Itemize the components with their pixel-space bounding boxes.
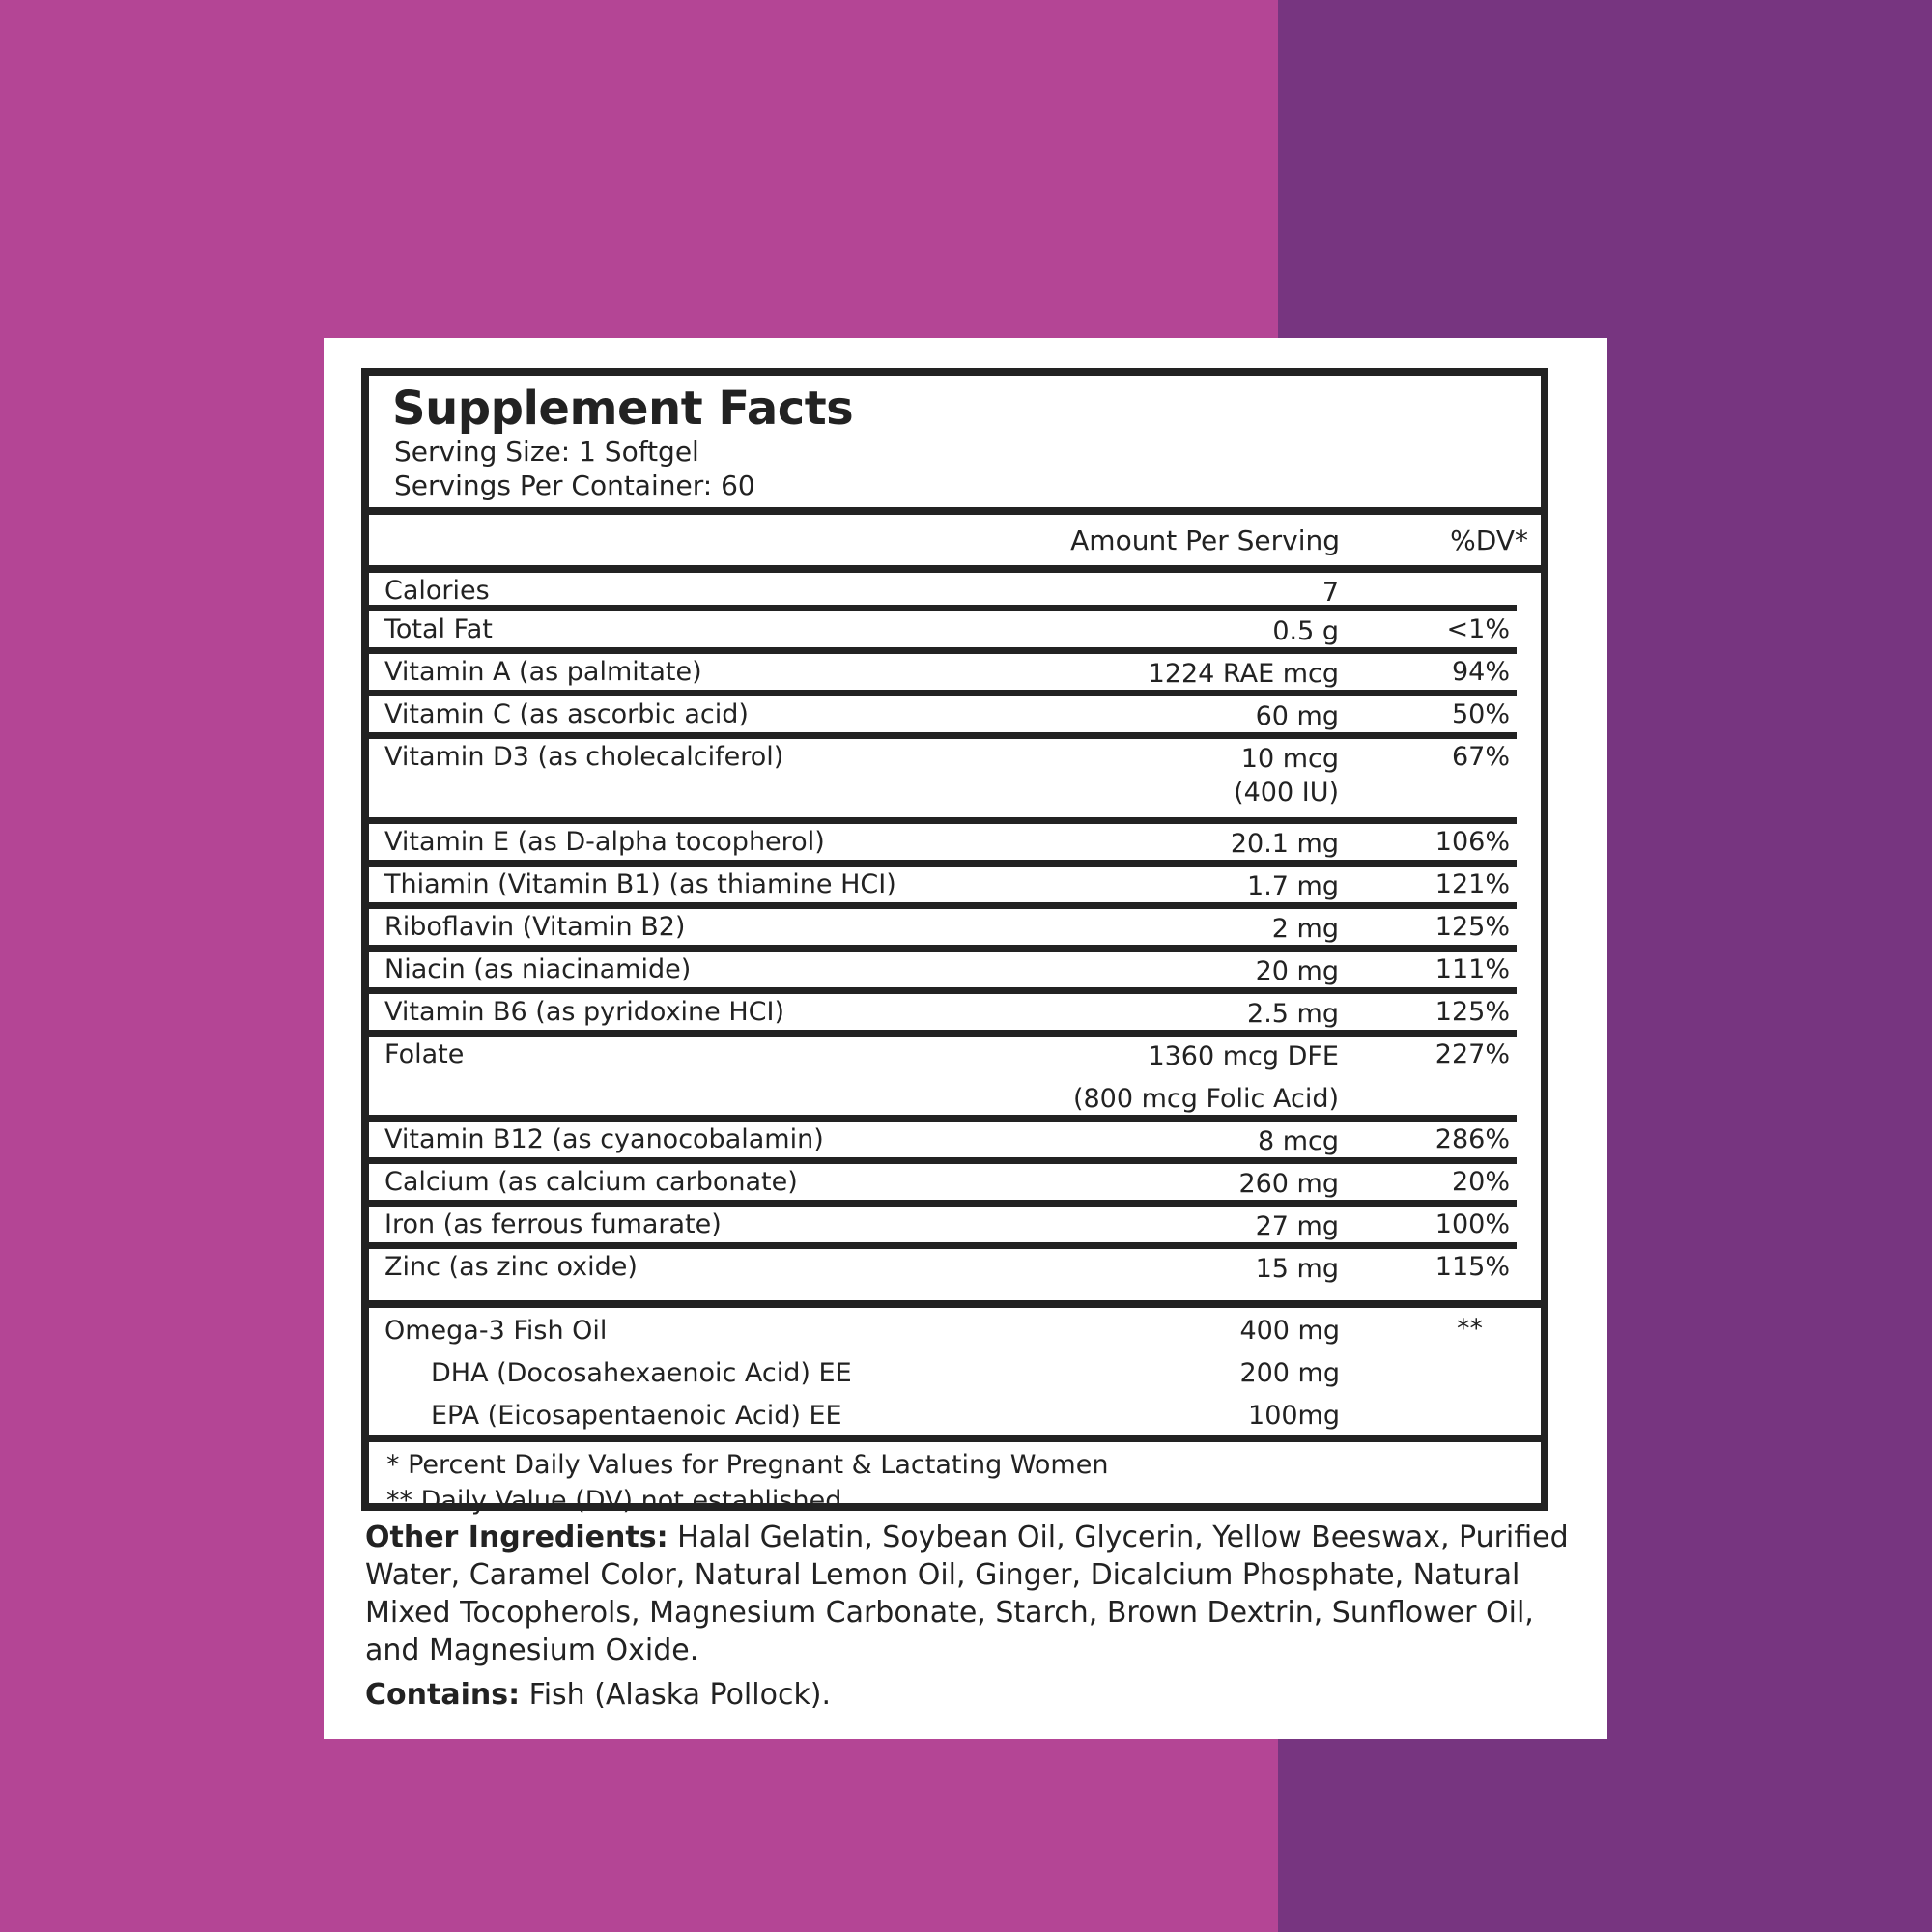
nutrient-name: Thiamin (Vitamin B1) (as thiamine HCI) — [384, 869, 896, 899]
nutrient-row — [369, 867, 1517, 909]
nutrient-amount-line: 2.5 mg — [1247, 999, 1339, 1029]
nutrient-row — [369, 1037, 1517, 1122]
serving-size: Serving Size: 1 Softgel — [394, 436, 699, 468]
nutrient-row — [369, 654, 1517, 696]
nutrient-daily-value: 286% — [1435, 1124, 1510, 1154]
nutrient-amount — [1234, 742, 1339, 810]
nutrient-amount-line: 15 mg — [1255, 1254, 1339, 1284]
allergen-contains — [365, 1678, 831, 1712]
nutrient-amount-line: 60 mg — [1255, 701, 1339, 731]
nutrient-daily-value: 227% — [1435, 1039, 1510, 1069]
nutrient-amount-line: 1.7 mg — [1247, 871, 1339, 901]
nutrient-row — [369, 1249, 1517, 1292]
nutrient-name: Vitamin C (as ascorbic acid) — [384, 699, 749, 729]
nutrient-row — [369, 909, 1517, 952]
nutrient-name: Zinc (as zinc oxide) — [384, 1252, 638, 1282]
nutrient-daily-value: 100% — [1435, 1209, 1510, 1239]
supplement-label-card — [324, 338, 1607, 1739]
nutrient-name: Vitamin E (as D-alpha tocopherol) — [384, 827, 825, 857]
nutrient-amount — [1231, 827, 1339, 861]
nutrient-row — [369, 994, 1517, 1037]
dha-name: DHA (Docosahexaenoic Acid) EE — [431, 1358, 852, 1388]
nutrient-amount-line: 8 mcg — [1257, 1126, 1339, 1156]
nutrient-amount — [1247, 869, 1339, 903]
nutrient-amount-line: 7 — [1321, 578, 1339, 608]
nutrient-amount — [1272, 912, 1339, 946]
nutrient-row — [369, 1164, 1517, 1207]
nutrient-amount — [1322, 576, 1339, 610]
nutrient-row — [369, 696, 1517, 739]
nutrient-daily-value: 20% — [1451, 1167, 1510, 1197]
nutrient-name: Calcium (as calcium carbonate) — [384, 1167, 798, 1197]
nutrient-name: Niacin (as niacinamide) — [384, 954, 692, 984]
nutrient-amount — [1256, 699, 1339, 733]
epa-name: EPA (Eicosapentaenoic Acid) EE — [431, 1401, 842, 1431]
nutrient-name: Folate — [384, 1039, 465, 1069]
nutrient-row — [369, 952, 1517, 994]
other-ingredients-label: Other Ingredients: — [365, 1520, 668, 1554]
servings-per-container: Servings Per Container: 60 — [394, 469, 755, 501]
nutrient-name: Vitamin B12 (as cyanocobalamin) — [384, 1124, 824, 1154]
nutrient-amount-line: 260 mg — [1238, 1169, 1339, 1199]
header-amount-per-serving: Amount Per Serving — [1070, 525, 1340, 556]
nutrient-amount-line: 0.5 g — [1272, 616, 1339, 646]
nutrient-row — [369, 824, 1517, 867]
contains-text: Fish (Alaska Pollock). — [520, 1678, 832, 1712]
contains-label: Contains: — [365, 1678, 521, 1712]
nutrient-daily-value: <1% — [1446, 614, 1510, 644]
nutrient-amount — [1256, 1252, 1339, 1286]
nutrient-amount-line: 20 mg — [1255, 956, 1339, 986]
nutrient-amount — [1272, 614, 1339, 648]
nutrient-daily-value: 125% — [1435, 912, 1510, 942]
nutrient-amount-line2: (800 mcg Folic Acid) — [1072, 1084, 1339, 1114]
nutrient-name: Vitamin D3 (as cholecalciferol) — [384, 742, 784, 772]
nutrient-amount — [1258, 1124, 1339, 1158]
nutrient-amount-line: 20.1 mg — [1230, 829, 1339, 859]
nutrient-name: Calories — [384, 576, 490, 606]
nutrient-amount — [1149, 657, 1339, 691]
nutrient-row — [369, 573, 1517, 611]
facts-title: Supplement Facts — [392, 382, 854, 436]
nutrient-amount — [1256, 1209, 1339, 1243]
nutrient-daily-value: 111% — [1435, 954, 1510, 984]
nutrient-row — [369, 1122, 1517, 1164]
nutrient-amount-line2: (400 IU) — [1234, 778, 1339, 808]
nutrient-rows — [369, 573, 1541, 1292]
nutrient-name: Riboflavin (Vitamin B2) — [384, 912, 686, 942]
nutrient-amount — [1238, 1167, 1339, 1201]
dha-amount: 200 mg — [1239, 1358, 1340, 1388]
omega-dv: ** — [1457, 1314, 1483, 1344]
nutrient-row — [369, 1207, 1517, 1249]
nutrient-amount — [1073, 1039, 1339, 1116]
nutrient-name: Total Fat — [384, 614, 493, 644]
nutrient-daily-value: 106% — [1435, 827, 1510, 857]
nutrient-daily-value: 67% — [1451, 742, 1510, 772]
footnote-percent-dv: * Percent Daily Values for Pregnant & Lactating Women — [386, 1450, 1109, 1480]
nutrient-daily-value: 121% — [1435, 869, 1510, 899]
nutrient-amount-line: 1224 RAE mcg — [1148, 659, 1339, 689]
omega-name: Omega-3 Fish Oil — [384, 1316, 608, 1346]
epa-amount: 100mg — [1248, 1401, 1340, 1431]
omega-amount: 400 mg — [1239, 1316, 1340, 1346]
nutrient-amount-line: 1360 mcg DFE — [1148, 1041, 1339, 1071]
omega-section — [369, 1300, 1541, 1442]
nutrient-amount-line: 10 mcg — [1240, 744, 1339, 774]
nutrient-amount-line: 2 mg — [1271, 914, 1339, 944]
nutrient-name: Iron (as ferrous fumarate) — [384, 1209, 722, 1239]
nutrient-amount — [1256, 954, 1339, 988]
nutrient-row — [369, 739, 1517, 824]
column-headers — [369, 515, 1541, 573]
other-ingredients-text: Halal Gelatin, Soybean Oil, Glycerin, Yellow Beeswax, Purified Water, Caramel Color, Natural Lemon Oil, Ginger, Dicalcium Phosphate, Natural Mixed Tocopherols, Magnesium Carbonate, Starch, Brown Dextrin, Sunflower Oil, and Magnesium Oxide. — [365, 1520, 1569, 1667]
footnote-dv-not-established: ** Daily Value (DV) not established. — [386, 1486, 850, 1516]
supplement-facts-panel — [361, 368, 1548, 1516]
header-daily-value: %DV* — [1450, 525, 1528, 556]
nutrient-daily-value: 125% — [1435, 997, 1510, 1027]
nutrient-name: Vitamin B6 (as pyridoxine HCI) — [384, 997, 785, 1027]
nutrient-daily-value: 115% — [1435, 1252, 1510, 1282]
nutrient-daily-value: 94% — [1451, 657, 1510, 687]
nutrient-amount — [1247, 997, 1339, 1031]
nutrient-amount-line: 27 mg — [1255, 1211, 1339, 1241]
other-ingredients — [365, 1519, 1582, 1669]
nutrient-name: Vitamin A (as palmitate) — [384, 657, 702, 687]
nutrient-row — [369, 611, 1517, 654]
facts-header — [369, 376, 1541, 515]
nutrient-daily-value: 50% — [1451, 699, 1510, 729]
